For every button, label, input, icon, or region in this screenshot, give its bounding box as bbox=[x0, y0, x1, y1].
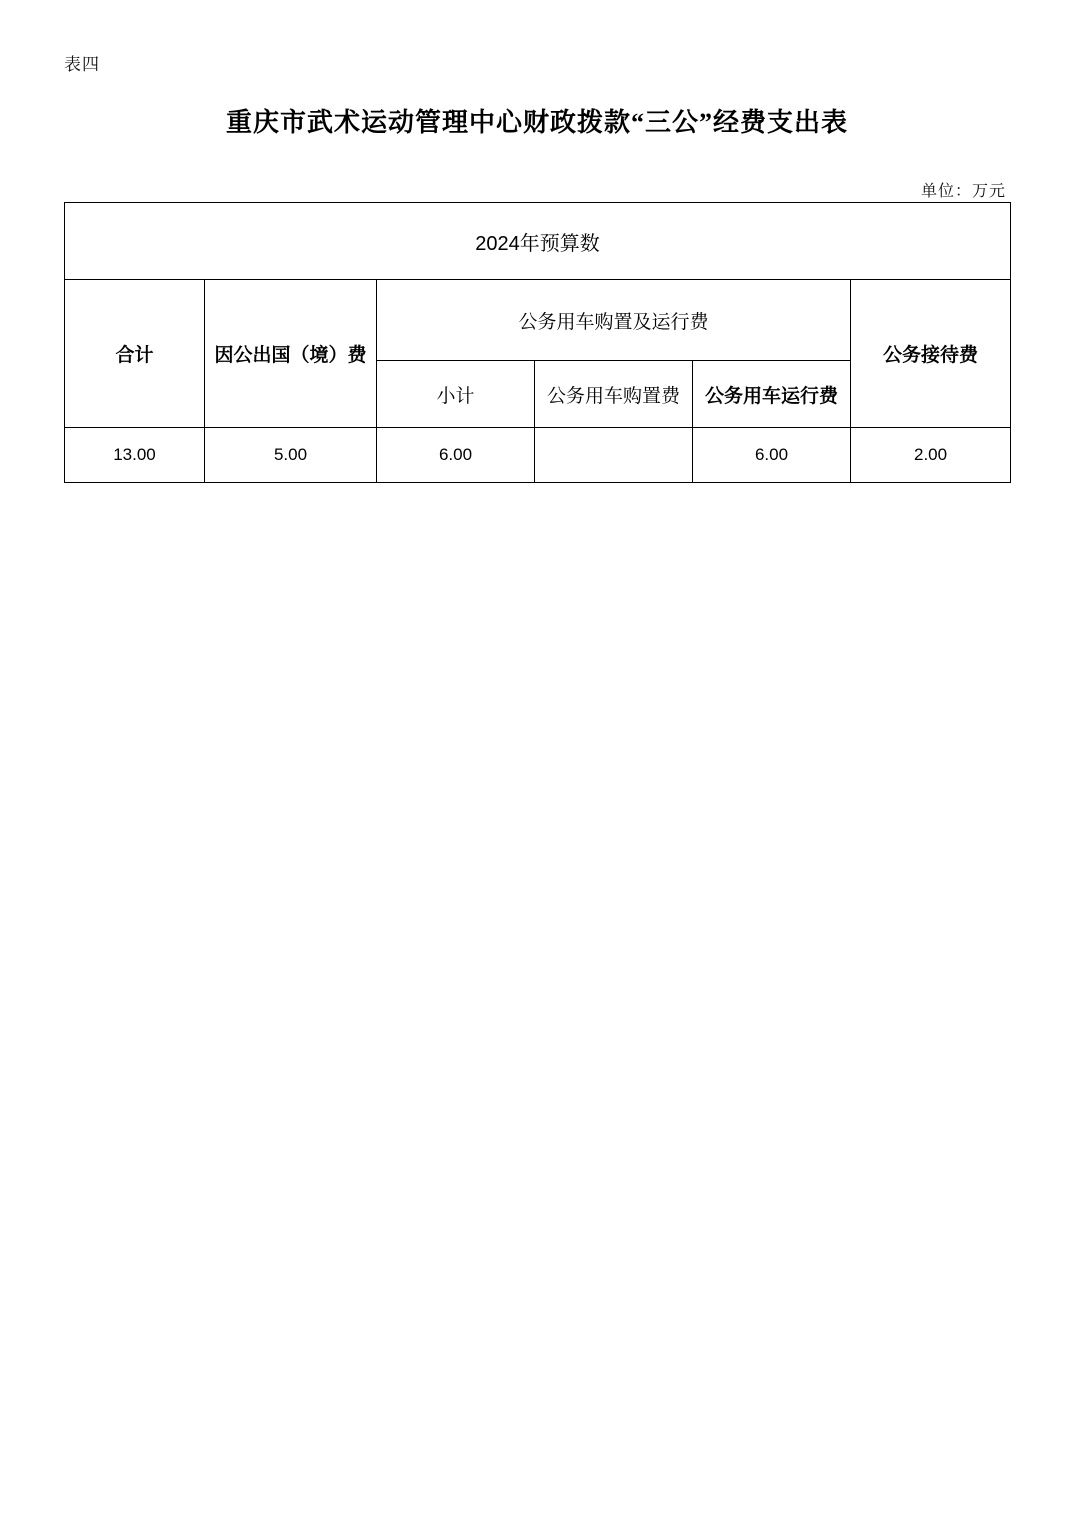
cell-vehicle-subtotal: 6.00 bbox=[377, 428, 535, 483]
cell-abroad: 5.00 bbox=[205, 428, 377, 483]
page-title: 重庆市武术运动管理中心财政拨款“三公”经费支出表 bbox=[225, 108, 848, 137]
header-vehicle-operation: 公务用车运行费 bbox=[693, 361, 851, 428]
budget-table bbox=[64, 202, 1011, 483]
header-total: 合计 bbox=[65, 280, 205, 428]
header-vehicle-group: 公务用车购置及运行费 bbox=[377, 280, 851, 361]
sheet-label: 表四 bbox=[64, 55, 100, 74]
table-row-year-header bbox=[65, 203, 1011, 280]
header-vehicle-subtotal: 小计 bbox=[377, 361, 535, 428]
budget-table-wrapper bbox=[64, 202, 1010, 483]
header-abroad: 因公出国（境）费 bbox=[205, 280, 377, 428]
cell-vehicle-operation: 6.00 bbox=[693, 428, 851, 483]
cell-total: 13.00 bbox=[65, 428, 205, 483]
cell-vehicle-purchase bbox=[535, 428, 693, 483]
unit-note: 单位：万元 bbox=[920, 183, 1006, 200]
header-vehicle-purchase: 公务用车购置费 bbox=[535, 361, 693, 428]
table-row bbox=[65, 428, 1011, 483]
year-header-cell: 2024年预算数 bbox=[65, 203, 1011, 280]
header-reception: 公务接待费 bbox=[851, 280, 1011, 428]
table-row-header-level1 bbox=[65, 280, 1011, 361]
cell-reception: 2.00 bbox=[851, 428, 1011, 483]
